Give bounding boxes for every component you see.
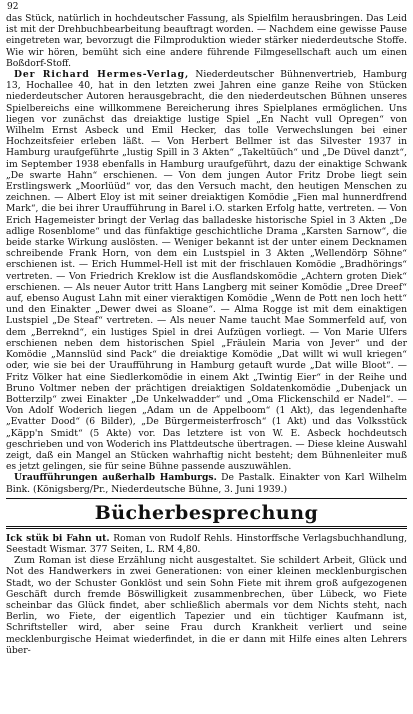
paragraph-hermes-verlag [6,69,407,472]
paragraph-film: das Stück, natürlich in hochdeutscher Fassung, als Spielfilm herausbringen. Das Leid ist mit der Drehbuchbearbeitung beauftragt worden. — Nachdem eine gewisse Pause eingetreten war, bevorzugt die Filmproduktion wieder stärker niederdeutsche Stoffe. Wie wir hören, bemüht sich eine andere führende Filmgesellschaft auch um einen Boßdorf-Stoff. [6,13,407,69]
book-review [6,533,407,656]
premieres-body: De Pastalk. Einakter von Karl Wilhelm Bink. (Königsberg/Pr., Niederdeutsche Bühne, 3. Juni 1939.) [6,472,408,495]
page-number: 92 [7,2,19,12]
paragraph-hermes-body: Niederdeutscher Bühnenvertrieb, Hamburg 13, Hochallee 40, hat in den letzten zwei Jahren eine ganze Reihe von Stücken niederdeutscher Autoren herausgebracht, die den niederdeutschen Bühnen unseres Spielbereichs eine willkommene Bereicherung ihres Spielplanes ermöglichen. Uns liegen vor zunächst das dreiaktige lustige Spiel „En Nacht vull Opregen“ von Wilhelm Ernst Asbeck und Emil Hecker, das tolle Verwechslungen bei einer Hochzeitsfeier erleben läßt. — Von Herbert Bellmer ist das Silvester 1937 in Hamburg uraufgeführte „lustig Spill in 3 Akten“ „Takeltüüch“ und „De Düvel danzt“, im September 1938 ebenfalls in Hamburg uraufgeführt, dazu der einaktige Schwank „De swarte Hahn“ erschienen. — Von dem jungen Autor Fritz Drobe liegt sein Erstlingswerk „Moorlüüd“ vor, das den Versuch macht, den heutigen Menschen zu zeichnen. — Albert Eloy ist mit seiner dreiaktigen Komödie „Fien mal hunnerdfrend Mark“, die bei ihrer Uraufführung in Barel i.O. starken Erfolg hatte, vertreten. — Von Erich Hagemeister bringt der Verlag das balladeske historische Spiel in 3 Akten „De adlige Rosenblome“ und das fünfaktige geschichtliche Drama „Karsten Sarnow“, die beide starke Wirkung auslösten. — Weniger bekannt ist der unter einem Decknamen schreibende Frank Horn, von dem ein Lustspiel in 3 Akten „Wellendörp Söhne“ erschienen ist. — Erich Hummel-Hell ist mit der frischlauen Komödie „Bradhörings“ vertreten. — Von Friedrich Kreklow ist die Ausflandskomödie „Achtern groten Diek“ erschienen. — Als neuer Autor tritt Hans Langberg mit seiner Komödie „Dree Dreef“ auf, ebenso August Lahn mit einer vieraktigen Komödie „Wenn de Pott nen loch hett“ und den Einakter „Dewer dwei as Sloane“. — Alma Rogge ist mit dem einaktigen Lustspiel „De Steaf“ vertreten. — Als neuer Name taucht Mae Sommerfeld auf, von dem „Berreknd“, ein lustiges Spiel in drei Aufzügen vorliegt. — Von Marie Ulfers erschienen neben dem historischen Spiel „Fräulein Maria von Jever“ und der Komödie „Mannslüd sind Pack“ die dreiaktige Komödie „Dat willt wi wull kriegen“ oder, wie sie bei der Uraufführung in Hamburg getauft wurde „Dat wille Bloot“. — Fritz Völker hat eine Siedlerkomödie in einem Akt „Twintig Eier“ in der Reihe und Bruno Voltmer neben der prächtigen dreiaktigen Soldatenkomödie „Dubenjack un Botterzilp“ zwei Einakter „De Unkelwadder“ und „Oma Flickenschild er Nadel“. — Von Adolf Woderich liegen „Adam un de Appelboom“ (1 Akt), das legendenhafte „Evatter Dood“ (6 Bilder), „De Bürgermeisterfrosch“ (1 Akt) und das Volksstück „Käpp'n Smidt“ (5 Akte) vor. Das letztere ist von W. E. Asbeck hochdeutsch geschrieben und von Woderich ins Plattdeutsche übertragen. — Diese kleine Auswahl zeigt, daß ein Mangel an Stücken wahrhaftig nicht besteht; dem Bühnenleiter muß es jetzt gelingen, sie für seine Bühne passende auszuwählen. [6,69,407,473]
article-text [6,13,407,495]
section-title: Bücherbesprechung [94,501,319,524]
section-divider [6,498,407,499]
section-title-underline [6,526,407,529]
review-book-title: Ick stük bi Fahn ut. [6,532,110,544]
publisher-name: Der Richard Hermes-Verlag, [14,69,190,81]
review-book-meta: Roman von Rudolf Rehls. Hinstorffsche Verlagsbuchhandlung, Seestadt Wismar. 377 Seiten, L. RM 4,80. [6,532,407,555]
premieres-heading: Uraufführungen außerhalb Hamburgs. [14,472,217,484]
paragraph-premieres [6,472,407,494]
review-body: Zum Roman ist diese Erzählung nicht ausgestaltet. Sie schildert Arbeit, Glück und Not des Handwerkers in zwei Generationen: von einer kleinen mecklenburgischen Stadt, wo der Schuster Gonklöst und sein Sohn Fiete mit ihrem groß aufgezogenen Geschäft durch fremde Böswilligkeit zusammenbrechen, über Lübeck, wo Fiete scheinbar das Glück findet, aber schließlich abermals vor dem Nichts steht, nach Berlin, wo Fiete, der eigentlich Tapezier und ein tüchtiger Kaufmann ist, Schriftsteller wird, aber seine Frau durch Krankheit verliert und seine mecklenburgische Heimat wiederfindet, in die er dann mit Hilfe eines alten Lehrers über- [6,555,407,656]
